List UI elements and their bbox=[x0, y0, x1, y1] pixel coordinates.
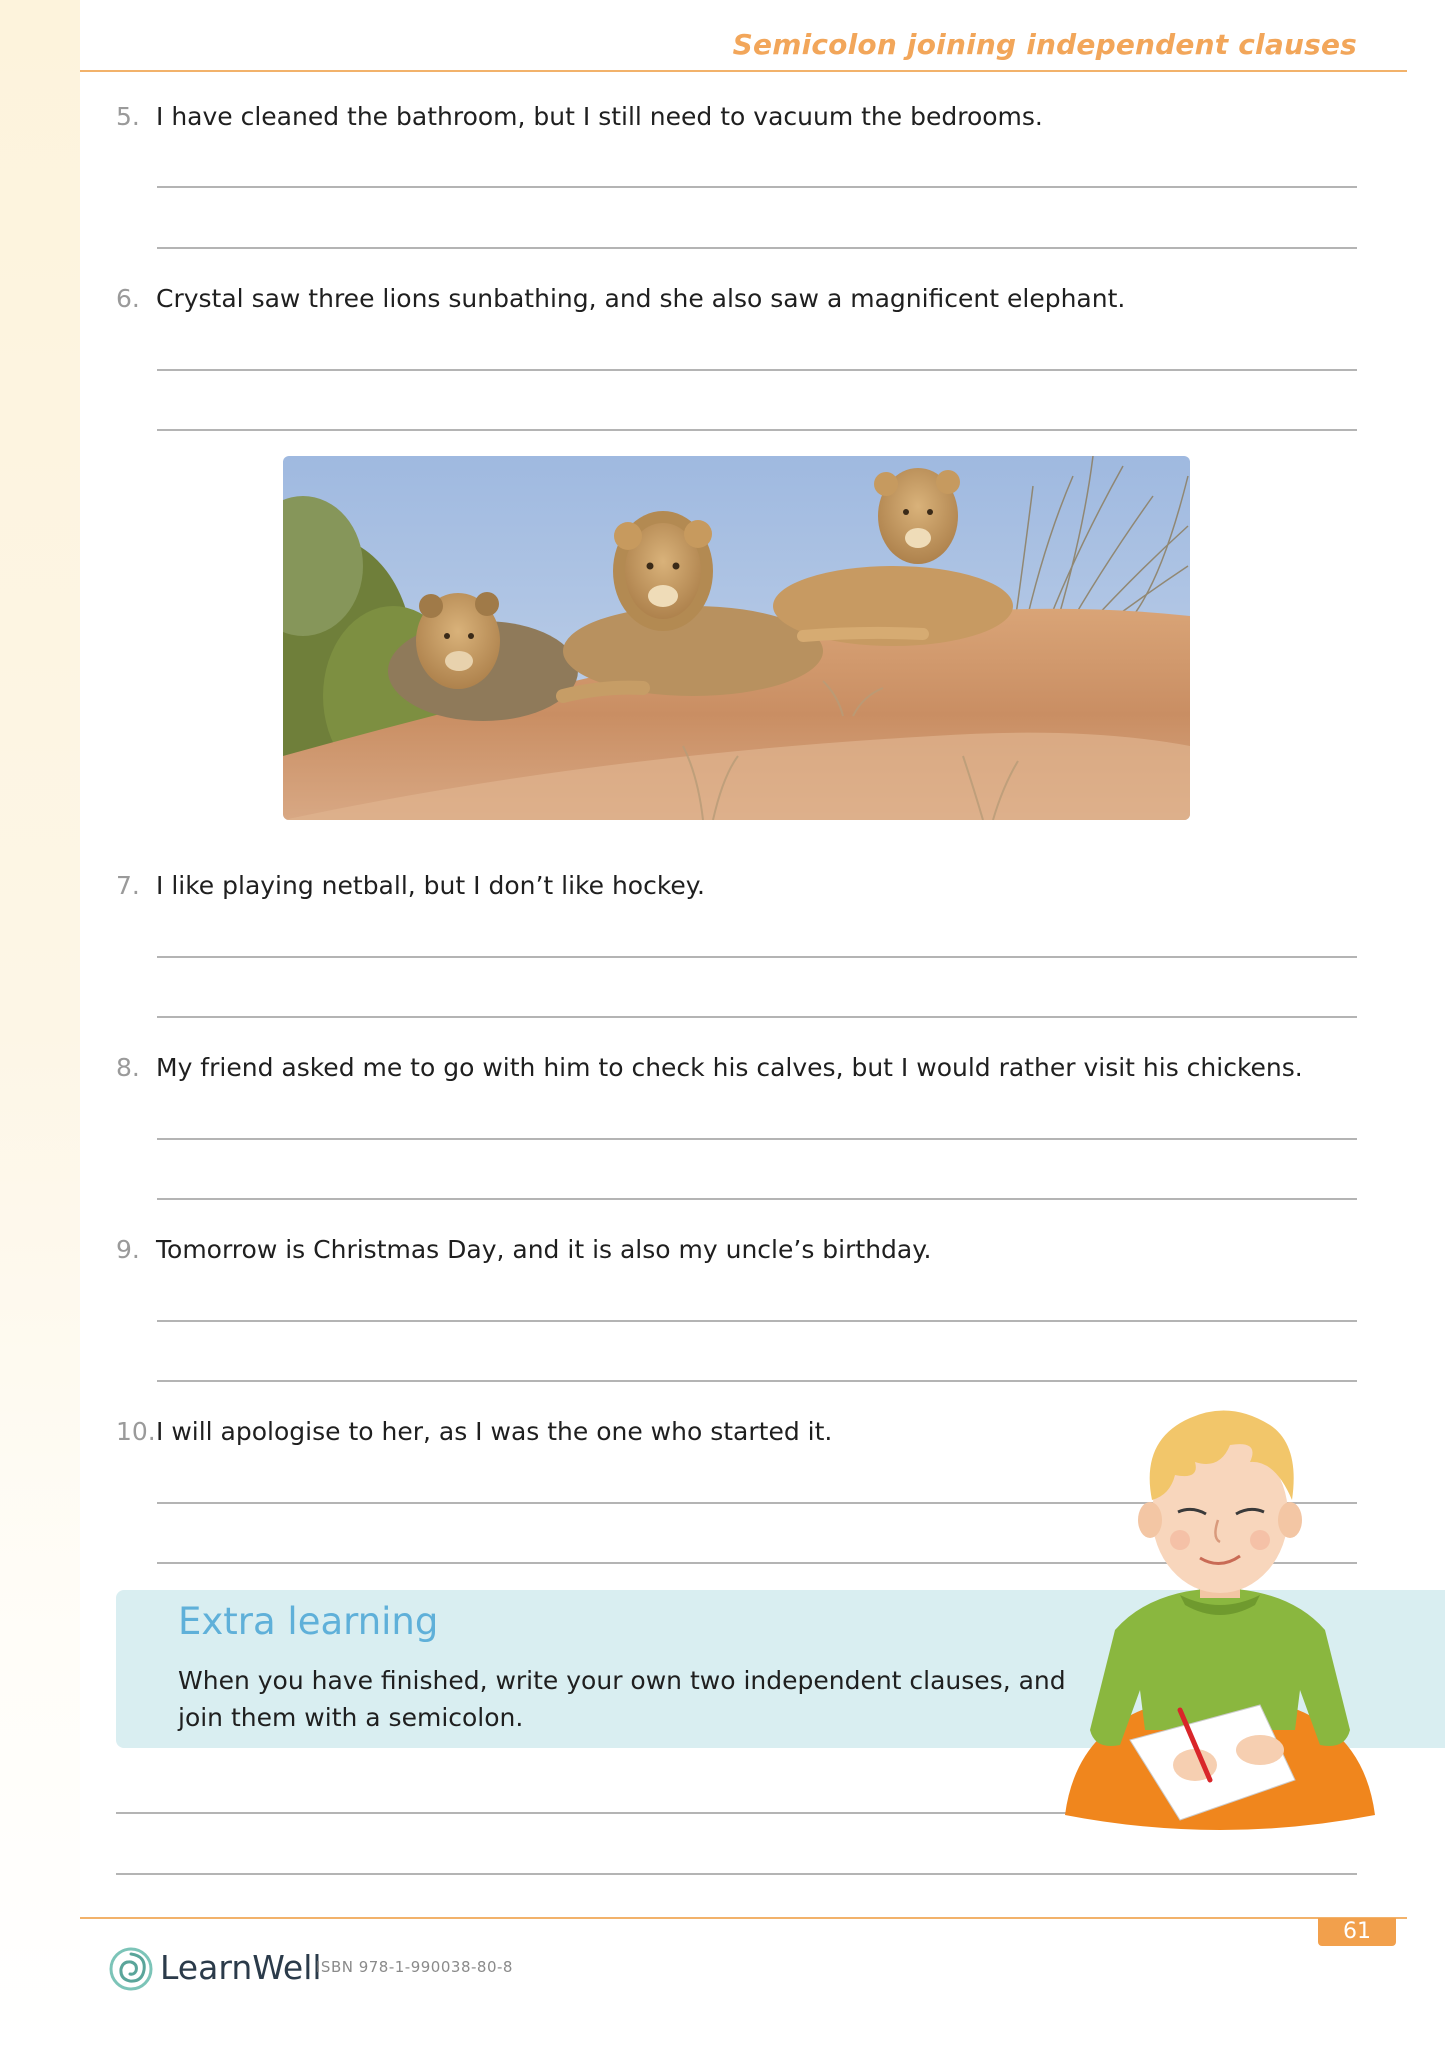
question-number: 8. bbox=[116, 1053, 140, 1082]
answer-line[interactable] bbox=[157, 956, 1357, 958]
lions-on-dune-image bbox=[283, 456, 1190, 820]
lions-photo bbox=[283, 456, 1190, 820]
question-number: 9. bbox=[116, 1235, 140, 1264]
answer-line[interactable] bbox=[157, 1380, 1357, 1382]
answer-line[interactable] bbox=[157, 1198, 1357, 1200]
extra-learning-title: Extra learning bbox=[178, 1600, 439, 1643]
question-text: I will apologise to her, as I was the one who started it. bbox=[156, 1417, 833, 1446]
answer-line[interactable] bbox=[157, 429, 1357, 431]
answer-line[interactable] bbox=[157, 186, 1357, 188]
question-number: 5. bbox=[116, 102, 140, 131]
page-header-title: Semicolon joining independent clauses bbox=[732, 28, 1357, 61]
boy-writing-image bbox=[1060, 1400, 1380, 1840]
question-number: 10. bbox=[116, 1417, 156, 1446]
answer-line[interactable] bbox=[116, 1873, 1357, 1875]
answer-line[interactable] bbox=[157, 1138, 1357, 1140]
brand-name: LearnWell bbox=[160, 1948, 322, 1987]
answer-line[interactable] bbox=[157, 1016, 1357, 1018]
answer-line[interactable] bbox=[157, 1320, 1357, 1322]
question-number: 7. bbox=[116, 871, 140, 900]
question-text: Tomorrow is Christmas Day, and it is also my uncle’s birthday. bbox=[156, 1235, 932, 1264]
question-text: Crystal saw three lions sunbathing, and she also saw a magnificent elephant. bbox=[156, 284, 1126, 313]
question-text: I like playing netball, but I don’t like hockey. bbox=[156, 871, 705, 900]
question-text: My friend asked me to go with him to check his calves, but I would rather visit his chickens. bbox=[156, 1053, 1303, 1082]
answer-line[interactable] bbox=[157, 369, 1357, 371]
answer-line[interactable] bbox=[157, 247, 1357, 249]
isbn-text: ISBN 978-1-990038-80-8 bbox=[316, 1958, 513, 1976]
footer-divider bbox=[80, 1917, 1407, 1919]
page-number: 61 bbox=[1318, 1918, 1396, 1946]
boy-writing-illustration bbox=[1060, 1400, 1380, 1840]
header-divider bbox=[80, 70, 1407, 72]
learnwell-logo-icon bbox=[108, 1946, 154, 1992]
extra-learning-text: When you have finished, write your own two independent clauses, and join them with a semicolon. bbox=[178, 1666, 1066, 1732]
question-text: I have cleaned the bathroom, but I still need to vacuum the bedrooms. bbox=[156, 102, 1043, 131]
question-number: 6. bbox=[116, 284, 140, 313]
